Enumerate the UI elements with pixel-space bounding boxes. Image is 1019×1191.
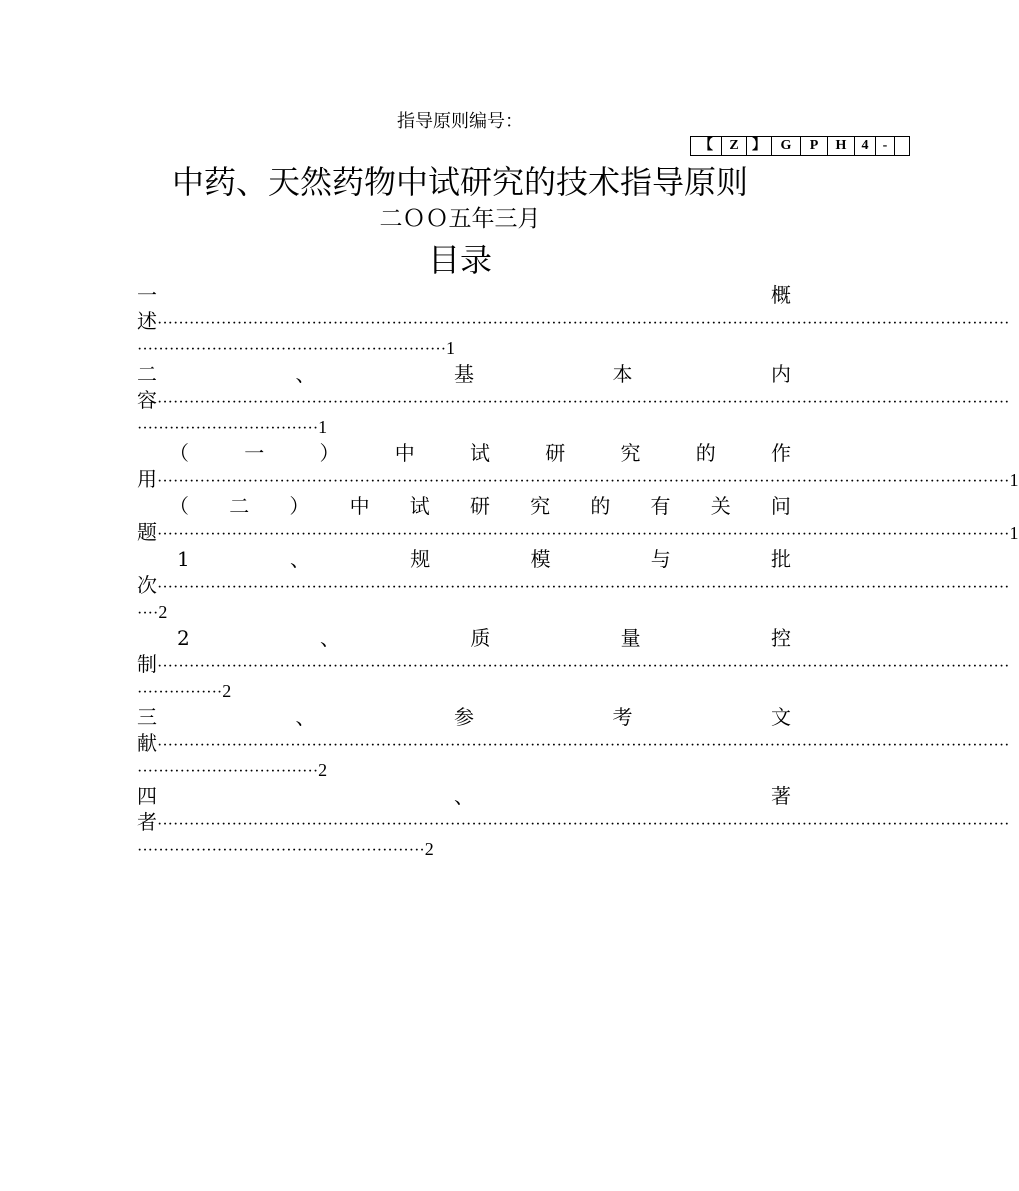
toc-entry-char: 著 [771, 784, 791, 808]
toc-entry-last-char: 制 [137, 652, 157, 676]
toc-entry-char: （ [169, 441, 189, 465]
toc-entry[interactable] [137, 625, 1010, 704]
guideline-number-cell: - [876, 137, 895, 156]
toc-entry[interactable] [137, 493, 1019, 546]
toc-entry-char: 规 [410, 547, 431, 571]
toc-page-number: 1 [318, 417, 328, 437]
toc-entry-heading-line [137, 361, 791, 387]
toc-entry-char: 究 [530, 494, 551, 518]
toc-entry-char: 研 [469, 494, 490, 518]
guideline-number-label: 指导原则编号： [397, 111, 523, 132]
toc-entry-heading-line [137, 546, 791, 572]
toc-entry-char: 有 [650, 494, 671, 518]
toc-entry-char: 三 [137, 705, 157, 729]
toc-entry-char: 二 [137, 362, 157, 386]
toc-page-number: 2 [222, 681, 232, 701]
toc-entry-char: 参 [454, 705, 474, 729]
toc-entry-heading-line [137, 704, 791, 730]
toc-entry-char: 四 [137, 784, 157, 808]
toc-entry-char: 控 [770, 626, 791, 650]
toc-entry-last-char: 容 [137, 388, 157, 412]
toc-entry-char: 、 [454, 784, 474, 808]
toc-entry-char: ） [289, 494, 310, 518]
toc-leader-dots: ·································· [137, 763, 319, 780]
toc-entry-last-char: 献 [137, 731, 157, 755]
toc-entry-page-line [137, 335, 791, 361]
toc-entry-char: 、 [289, 547, 310, 571]
toc-entry-char: 试 [409, 494, 430, 518]
toc-entry-char: 、 [295, 362, 316, 386]
toc-leader-dots: ································································································································································ [157, 658, 1010, 675]
toc-entry-char: 内 [771, 362, 791, 386]
document-title: 中药、天然药物中试研究的技术指导原则 [171, 163, 748, 201]
guideline-number-cell: G [772, 137, 801, 156]
guideline-number-cell: H [828, 137, 855, 156]
toc-leader-dots: ················ [137, 684, 223, 701]
toc-entry[interactable] [137, 783, 1010, 862]
toc-entry-leader-line [137, 466, 1019, 493]
toc-leader-dots: ································································································································································ [157, 473, 1010, 490]
toc-entry-char: 问 [770, 494, 791, 518]
toc-leader-dots: ···· [137, 605, 159, 622]
toc-entry-char: 量 [620, 626, 641, 650]
toc-entry-char: 文 [771, 705, 791, 729]
toc-entry-heading-line [137, 493, 791, 519]
guideline-number-cell: Z [722, 137, 747, 156]
guideline-number-cell: 4 [855, 137, 876, 156]
toc-entry-char: 概 [771, 283, 791, 307]
toc-entry[interactable] [137, 361, 1010, 440]
toc-entry-heading-line [137, 783, 791, 809]
toc-entry-char: 一 [244, 441, 265, 465]
toc-leader-dots: ································································································································································ [157, 579, 1010, 596]
toc-entry-leader-line [137, 308, 1010, 335]
toc-entry-heading-line [137, 625, 791, 651]
toc-entry-page-line [137, 757, 791, 783]
toc-leader-dots: ································································································································································ [157, 816, 1010, 833]
toc-entry-char: 关 [710, 494, 731, 518]
toc-entry[interactable] [137, 282, 1010, 361]
toc-entry-char: 2 [177, 626, 190, 650]
toc-entry-leader-line [137, 651, 1010, 678]
toc-entry-char: 质 [470, 626, 491, 650]
toc-entry-last-char: 次 [137, 573, 157, 597]
toc-entry-char: 、 [295, 705, 316, 729]
toc-entry-page-line [137, 414, 791, 440]
toc-heading: 目录 [427, 241, 492, 279]
toc-leader-dots: ·························································· [137, 341, 447, 358]
toc-entry-char: 模 [530, 547, 551, 571]
toc-entry-last-char: 者 [137, 810, 157, 834]
toc-entry-char: 一 [137, 283, 157, 307]
toc-entry[interactable] [137, 440, 1019, 493]
toc-entry-char: 二 [229, 494, 250, 518]
toc-entry-last-char: 用 [137, 467, 157, 491]
toc-entry-char: ） [319, 441, 340, 465]
toc-entry-leader-line [137, 519, 1019, 546]
toc-entry-char: （ [169, 494, 189, 518]
toc-entry-leader-line [137, 730, 1010, 757]
toc-entry-char: 研 [545, 441, 566, 465]
toc-entry-char: 、 [320, 626, 341, 650]
toc-entry-char: 批 [770, 547, 791, 571]
toc-leader-dots: ································································································································································ [157, 315, 1010, 332]
toc-entry-page-line [137, 599, 791, 625]
toc-entry-char: 的 [590, 494, 611, 518]
toc-entry-leader-line [137, 387, 1010, 414]
toc-entry-heading-line [137, 440, 791, 466]
toc-page-number: 1 [446, 338, 456, 358]
toc-entry-page-line [137, 836, 791, 862]
toc-entry-leader-line [137, 809, 1010, 836]
guideline-number-cell [895, 137, 910, 156]
document-date: 二ＯＯ五年三月 [379, 206, 541, 232]
toc-entry-char: 试 [470, 441, 490, 465]
toc-entry-char: 考 [612, 705, 633, 729]
toc-entry[interactable] [137, 704, 1010, 783]
table-of-contents [137, 282, 1019, 862]
guideline-number-cell: P [801, 137, 828, 156]
toc-leader-dots: ·································· [137, 420, 319, 437]
toc-leader-dots: ································································································································································ [157, 526, 1010, 543]
toc-entry-page-line [137, 678, 791, 704]
toc-leader-dots: ································································································································································ [157, 737, 1010, 754]
toc-entry-char: 究 [620, 441, 641, 465]
guideline-number-cell: 】 [747, 137, 772, 156]
toc-entry-heading-line [137, 282, 791, 308]
guideline-number-boxes [690, 136, 910, 156]
toc-entry-char: 中 [394, 441, 415, 465]
toc-entry-last-char: 述 [137, 309, 157, 333]
toc-entry-char: 本 [612, 362, 633, 386]
toc-entry-char: 作 [771, 441, 791, 465]
toc-entry-char: 的 [695, 441, 716, 465]
guideline-number-cell: 【 [691, 137, 722, 156]
toc-leader-dots: ······················································ [137, 842, 425, 859]
toc-entry-char: 1 [177, 547, 190, 571]
toc-entry-char: 基 [454, 362, 474, 386]
toc-page-number: 1 [1009, 523, 1019, 543]
toc-entry[interactable] [137, 546, 1010, 625]
toc-page-number: 2 [318, 760, 328, 780]
toc-page-number: 2 [424, 839, 434, 859]
toc-entry-char: 与 [650, 547, 671, 571]
toc-entry-char: 中 [349, 494, 370, 518]
toc-entry-last-char: 题 [137, 520, 157, 544]
toc-page-number: 1 [1009, 470, 1019, 490]
toc-page-number: 2 [158, 602, 168, 622]
toc-leader-dots: ································································································································································ [157, 394, 1010, 411]
toc-entry-leader-line [137, 572, 1010, 599]
